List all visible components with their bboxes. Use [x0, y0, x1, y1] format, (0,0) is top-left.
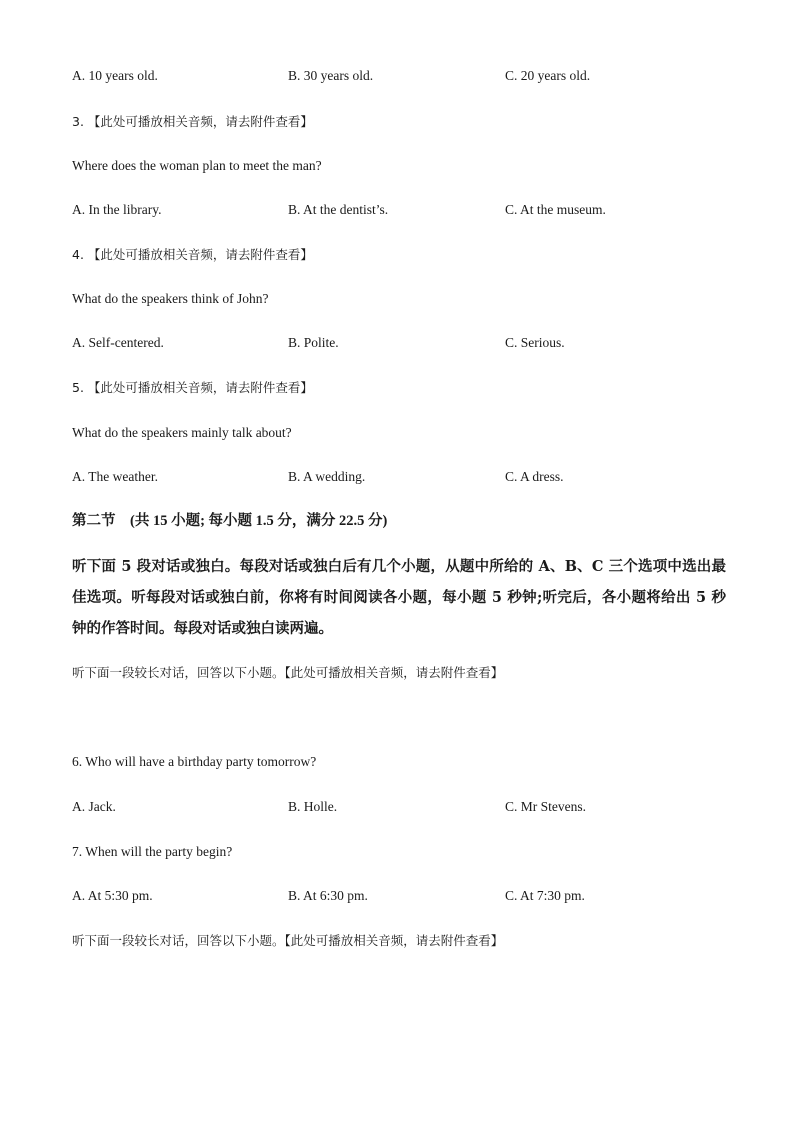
- q7-option-c[interactable]: C. At 7:30 pm.: [505, 888, 585, 903]
- q5-audio-placeholder[interactable]: 5. 【此处可播放相关音频，请去附件查看】: [72, 380, 313, 395]
- q2-option-a[interactable]: A. 10 years old.: [72, 68, 158, 83]
- q4-option-c[interactable]: C. Serious.: [505, 335, 565, 350]
- q4-options: [72, 334, 732, 352]
- q5-option-a[interactable]: A. The weather.: [72, 469, 158, 484]
- section2-heading: 第二节 (共 15 小题; 每小题 1.5 分，满分 22.5 分): [72, 513, 388, 529]
- q5-option-c[interactable]: C. A dress.: [505, 469, 564, 484]
- q4-question: What do the speakers think of John?: [72, 291, 269, 306]
- q3-option-c[interactable]: C. At the museum.: [505, 202, 606, 217]
- dialogue2-audio-placeholder[interactable]: 听下面一段较长对话，回答以下小题。【此处可播放相关音频，请去附件查看】: [72, 933, 504, 948]
- q5-question: What do the speakers mainly talk about?: [72, 425, 292, 440]
- q5-options: [72, 468, 732, 486]
- q3-options: [72, 201, 732, 219]
- q7-options: [72, 887, 732, 905]
- q3-option-b[interactable]: B. At the dentist’s.: [288, 202, 389, 217]
- q6-question: 6. Who will have a birthday party tomorrow?: [72, 754, 317, 769]
- q4-option-a[interactable]: A. Self-centered.: [72, 335, 164, 350]
- q7-option-b[interactable]: B. At 6:30 pm.: [288, 888, 368, 903]
- q2-option-c[interactable]: C. 20 years old.: [505, 68, 591, 83]
- q4-option-b[interactable]: B. Polite.: [288, 335, 339, 350]
- q3-question: Where does the woman plan to meet the man?: [72, 158, 322, 173]
- q6-option-c[interactable]: C. Mr Stevens.: [505, 799, 586, 814]
- q2-option-b[interactable]: B. 30 years old.: [288, 68, 374, 83]
- q6-option-b[interactable]: B. Holle.: [288, 799, 338, 814]
- q6-option-a[interactable]: A. Jack.: [72, 799, 116, 814]
- q4-audio-placeholder[interactable]: 4. 【此处可播放相关音频，请去附件查看】: [72, 247, 313, 262]
- dialogue1-audio-placeholder[interactable]: 听下面一段较长对话，回答以下小题。【此处可播放相关音频，请去附件查看】: [72, 665, 504, 680]
- q2-options: [72, 67, 732, 85]
- q3-audio-placeholder[interactable]: 3. 【此处可播放相关音频，请去附件查看】: [72, 114, 313, 129]
- q6-options: [72, 798, 732, 816]
- q7-option-a[interactable]: A. At 5:30 pm.: [72, 888, 153, 903]
- section2-instruction: 听下面 5 段对话或独白。每段对话或独白后有几个小题，从题中所给的 A、B、C 三个选项中选出最佳选项。听每段对话或独白前，你将有时间阅读各小题，每小题 5 秒钟;听完后，各小题将给出 5 秒钟的作答时间。每段对话或独白读两遍。: [72, 558, 726, 637]
- q5-option-b[interactable]: B. A wedding.: [288, 469, 366, 484]
- q7-question: 7. When will the party begin?: [72, 844, 233, 859]
- q3-option-a[interactable]: A. In the library.: [72, 202, 162, 217]
